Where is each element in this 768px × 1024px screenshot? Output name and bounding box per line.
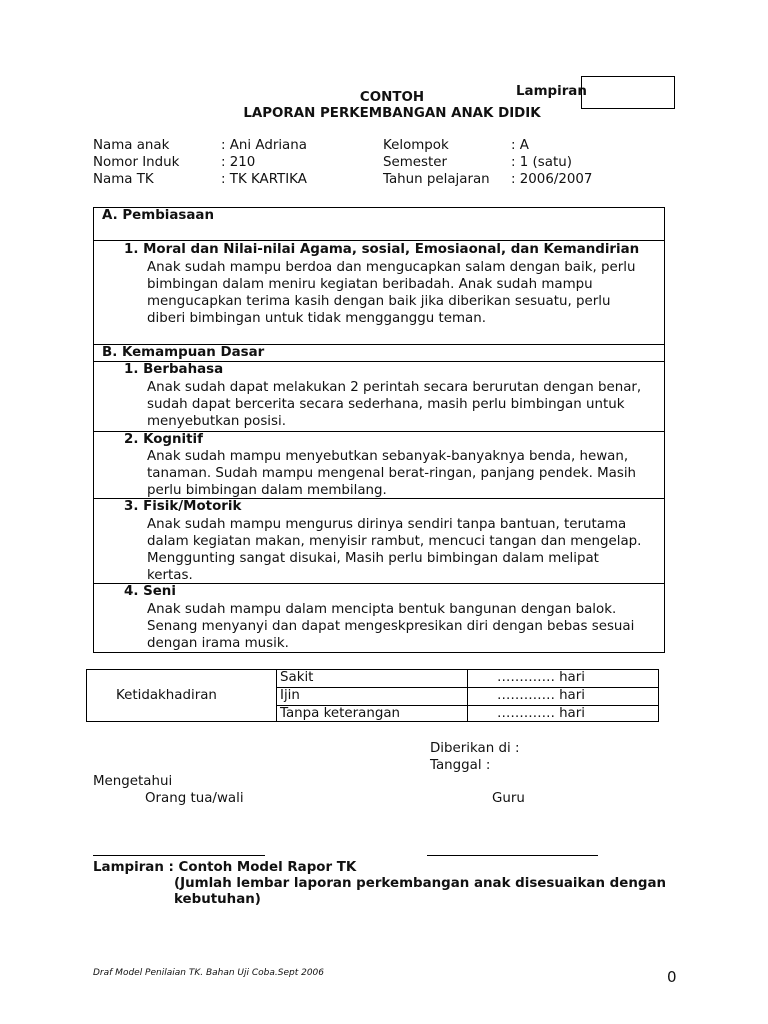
nomor-induk-value: : 210 bbox=[221, 155, 256, 170]
parent-signature-line bbox=[93, 855, 265, 856]
development-report-table bbox=[93, 207, 665, 653]
item-fisik-motorik-text: Anak sudah mampu mengurus dirinya sendiri tanpa bantuan, terutama dalam kegiatan makan, menyisir rambut, mencuci tangan dan mengelap. Menggunting sangat disukai, Masih perlu bimbingan dalam melipat kertas. bbox=[147, 517, 642, 583]
semester-label: Semester bbox=[383, 155, 447, 170]
item-kognitif-text: Anak sudah mampu menyebutkan sebanyak-banyaknya benda, hewan, tanaman. Sudah mampu mengenal berat-ringan, panjang pendek. Masih perlu bimbingan dalam membilang. bbox=[147, 449, 637, 498]
section-b-heading: B. Kemampuan Dasar bbox=[102, 345, 265, 360]
teacher-signature-line bbox=[427, 855, 598, 856]
divider bbox=[94, 240, 664, 241]
item-seni-heading: 4. Seni bbox=[124, 584, 176, 599]
page-number: 0 bbox=[667, 968, 677, 986]
guru: Guru bbox=[492, 791, 525, 806]
absence-sakit-label: Sakit bbox=[280, 670, 314, 685]
appendix-note-line1: (Jumlah lembar laporan perkembangan anak disesuaikan dengan bbox=[174, 876, 667, 891]
absence-table bbox=[86, 669, 659, 722]
semester-value: : 1 (satu) bbox=[511, 155, 572, 170]
appendix-title: Lampiran : Contoh Model Rapor TK bbox=[93, 860, 357, 875]
tahun-pelajaran-value: : 2006/2007 bbox=[511, 172, 593, 187]
absence-tanpa-keterangan-value: …………. hari bbox=[497, 706, 585, 721]
nama-tk-label: Nama TK bbox=[93, 172, 154, 187]
divider bbox=[94, 583, 664, 584]
footer-text: Draf Model Penilaian TK. Bahan Uji Coba.Sept 2006 bbox=[93, 968, 325, 978]
document-title-line2: LAPORAN PERKEMBANGAN ANAK DIDIK bbox=[243, 106, 541, 121]
nomor-induk-label: Nomor Induk bbox=[93, 155, 180, 170]
mengetahui: Mengetahui bbox=[93, 774, 173, 789]
absence-ijin-label: Ijin bbox=[280, 688, 300, 703]
orang-tua-wali: Orang tua/wali bbox=[145, 791, 244, 806]
item-berbahasa-text: Anak sudah dapat melakukan 2 perintah secara berurutan dengan benar, sudah dapat bercerita secara sederhana, masih perlu bimbingan untuk menyebutkan posisi. bbox=[147, 380, 642, 429]
kelompok-label: Kelompok bbox=[383, 138, 449, 153]
divider bbox=[276, 687, 658, 688]
absence-tanpa-keterangan-label: Tanpa keterangan bbox=[280, 706, 401, 721]
nama-anak-value: : Ani Adriana bbox=[221, 138, 307, 153]
absence-ijin-value: …………. hari bbox=[497, 688, 585, 703]
nama-anak-label: Nama anak bbox=[93, 138, 170, 153]
item-moral-agama-text: Anak sudah mampu berdoa dan mengucapkan salam dengan baik, perlu bimbingan dalam meniru kegiatan beribadah. Anak sudah mampu mengucapkan terima kasih dengan baik jika diberikan sesuatu, perlu diberi bimbingan untuk tidak mengganggu teman. bbox=[147, 260, 636, 326]
tahun-pelajaran-label: Tahun pelajaran bbox=[383, 172, 490, 187]
item-kognitif-heading: 2. Kognitif bbox=[124, 432, 203, 447]
absence-sakit-value: …………. hari bbox=[497, 670, 585, 685]
nama-tk-value: : TK KARTIKA bbox=[221, 172, 307, 187]
section-a-heading: A. Pembiasaan bbox=[102, 208, 214, 223]
item-berbahasa-heading: 1. Berbahasa bbox=[124, 362, 224, 377]
divider bbox=[467, 670, 468, 721]
diberikan-di: Diberikan di : bbox=[430, 741, 520, 756]
divider bbox=[276, 670, 277, 721]
absence-label: Ketidakhadiran bbox=[116, 688, 217, 703]
document-title-line1: CONTOH bbox=[359, 90, 425, 105]
kelompok-value: : A bbox=[511, 138, 529, 153]
appendix-note-line2: kebutuhan) bbox=[174, 892, 261, 907]
lampiran-label: Lampiran bbox=[516, 84, 587, 99]
item-moral-agama-heading: 1. Moral dan Nilai-nilai Agama, sosial, Emosiaonal, dan Kemandirian bbox=[124, 242, 640, 257]
tanggal: Tanggal : bbox=[430, 758, 491, 773]
item-seni-text: Anak sudah mampu dalam mencipta bentuk bangunan dengan balok. Senang menyanyi dan dapat mengeskpresikan diri dengan bebas sesuai dengan irama musik. bbox=[147, 602, 635, 651]
item-fisik-motorik-heading: 3. Fisik/Motorik bbox=[124, 499, 242, 514]
